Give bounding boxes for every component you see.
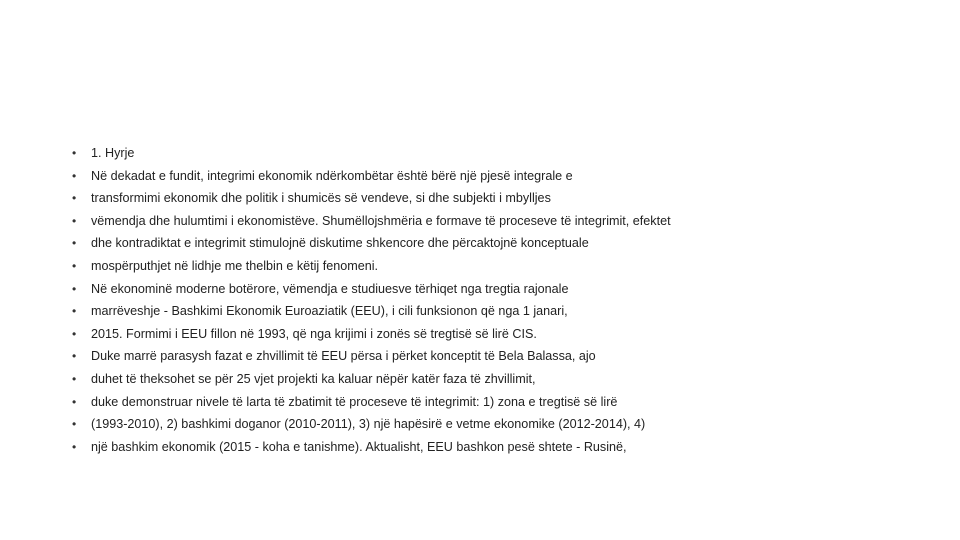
bullet-item: [72, 165, 932, 188]
bullet-text: vëmendja dhe hulumtimi i ekonomistëve. Shumëllojshmëria e formave të proceseve të integrimit, efektet: [91, 213, 671, 228]
bullet-item: [72, 436, 932, 459]
bullet-item: [72, 255, 932, 278]
bullet-icon: •: [72, 326, 77, 341]
bullet-text: mospërputhjet në lidhje me thelbin e këtij fenomeni.: [91, 258, 379, 273]
bullet-icon: •: [72, 213, 77, 228]
bullet-text: duke demonstruar nivele të larta të zbatimit të proceseve të integrimit: 1) zona e tregtisë së lirë: [91, 394, 618, 409]
bullet-icon: •: [72, 236, 77, 251]
bullet-icon: •: [72, 168, 77, 183]
bullet-text: (1993-2010), 2) bashkimi doganor (2010-2011), 3) një hapësirë e vetme ekonomike (2012-2014), 4): [91, 417, 646, 432]
bullet-item: [72, 413, 932, 436]
bullet-item: [72, 210, 932, 233]
bullet-item: [72, 345, 932, 368]
bullet-icon: •: [72, 146, 77, 160]
bullet-icon: •: [72, 439, 77, 454]
bullet-icon: •: [72, 258, 77, 273]
bullet-icon: •: [72, 371, 77, 386]
bullet-item: [72, 300, 932, 323]
bullet-icon: •: [72, 349, 77, 364]
bullet-text: Në ekonominë moderne botërore, vëmendja e studiuesve tërhiqet nga tregtia rajonale: [91, 281, 569, 296]
bullet-item: [72, 232, 932, 255]
bullet-text: dhe kontradiktat e integrimit stimulojnë diskutime shkencore dhe përcaktojnë konceptuale: [91, 236, 589, 251]
bullet-icon: •: [72, 191, 77, 206]
bullet-item: [72, 142, 932, 165]
bullet-text: marrëveshje - Bashkimi Ekonomik Euroaziatik (EEU), i cili funksionon që nga 1 janari,: [91, 304, 568, 319]
bullet-item: [72, 278, 932, 301]
bullet-icon: •: [72, 304, 77, 319]
bullet-text: duhet të theksohet se për 25 vjet projekti ka kaluar nëpër katër faza të zhvillimit,: [91, 371, 536, 386]
bullet-item: [72, 368, 932, 391]
bullet-icon: •: [72, 394, 77, 409]
bullet-icon: •: [72, 281, 77, 296]
bullet-text: 1. Hyrje: [91, 146, 135, 160]
bullet-text: Në dekadat e fundit, integrimi ekonomik ndërkombëtar është bërë një pjesë integrale e: [91, 168, 573, 183]
bullet-text: 2015. Formimi i EEU fillon në 1993, që nga krijimi i zonës së tregtisë së lirë CIS.: [91, 326, 537, 341]
bullet-icon: •: [72, 417, 77, 432]
bullet-item: [72, 187, 932, 210]
bullet-item: [72, 323, 932, 346]
bullet-text: një bashkim ekonomik (2015 - koha e tanishme). Aktualisht, EEU bashkon pesë shtete - Rusinë,: [91, 439, 627, 454]
bullet-text: transformimi ekonomik dhe politik i shumicës së vendeve, si dhe subjekti i mbylljes: [91, 191, 551, 206]
bullet-list: [72, 142, 932, 458]
bullet-item: [72, 391, 932, 414]
bullet-text: Duke marrë parasysh fazat e zhvillimit të EEU përsa i përket konceptit të Bela Balassa, ajo: [91, 349, 596, 364]
